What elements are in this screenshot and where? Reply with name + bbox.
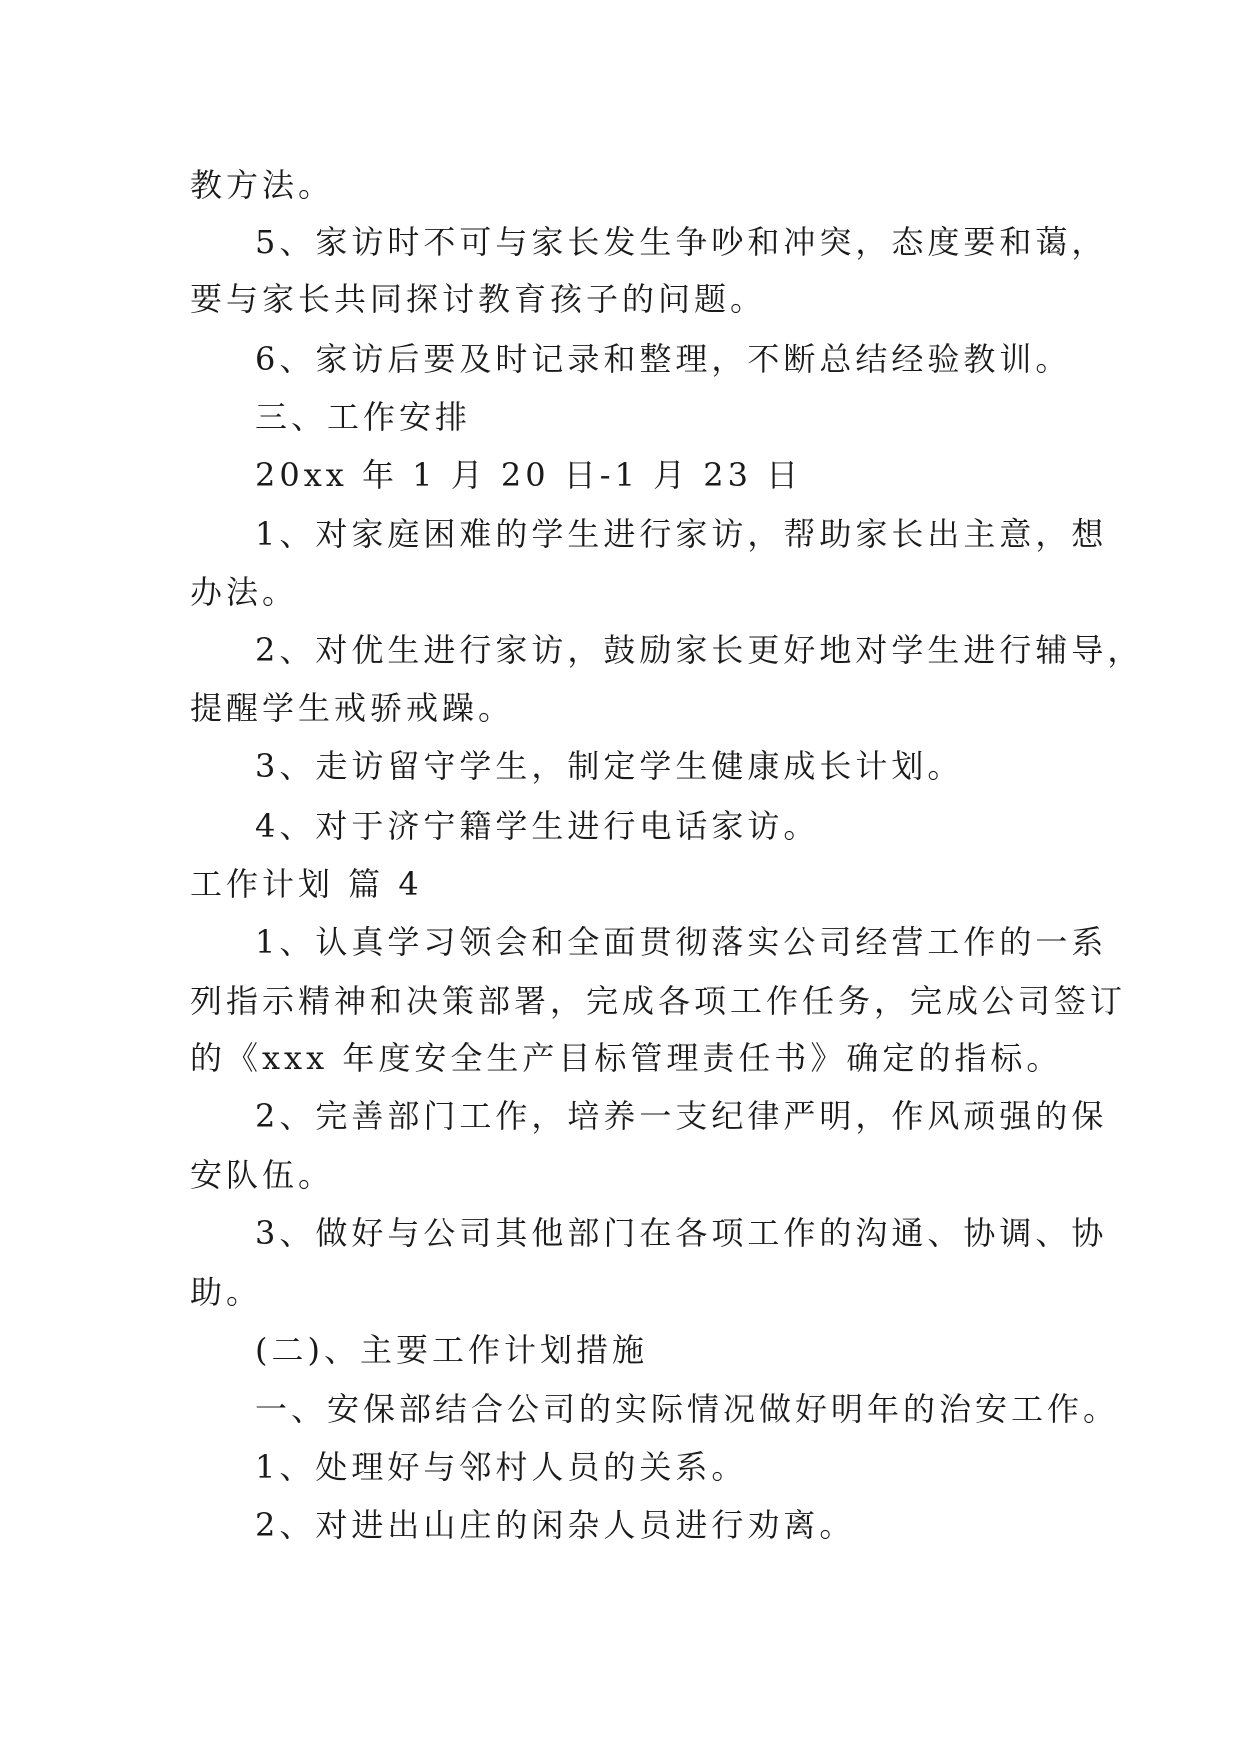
date-range-line: 20xx 年 1 月 20 日-1 月 23 日	[255, 456, 803, 494]
section-heading: 三、工作安排	[255, 398, 472, 436]
paragraph-line: 办法。	[190, 573, 299, 611]
paragraph-line: 2、对优生进行家访，鼓励家长更好地对学生进行辅导，	[255, 631, 1144, 669]
paragraph-line: 提醒学生戒骄戒躁。	[190, 689, 515, 727]
paragraph-line: 1、处理好与邻村人员的关系。	[255, 1448, 748, 1486]
paragraph-line: 列指示精神和决策部署，完成各项工作任务，完成公司签订	[190, 982, 1127, 1020]
paragraph-line: 要与家长共同探讨教育孩子的问题。	[190, 280, 767, 318]
paragraph-line: 5、家访时不可与家长发生争吵和冲突，态度要和蔼，	[255, 223, 1108, 261]
paragraph-line: 一、安保部结合公司的实际情况做好明年的治安工作。	[255, 1390, 1120, 1428]
paragraph-line: 2、对进出山庄的闲杂人员进行劝离。	[255, 1506, 856, 1544]
paragraph-line: 的《xxx 年度安全生产目标管理责任书》确定的指标。	[190, 1039, 1063, 1077]
subsection-heading: (二)、主要工作计划措施	[255, 1331, 648, 1369]
section-title: 工作计划 篇 4	[190, 865, 423, 903]
paragraph-line: 3、走访留守学生，制定学生健康成长计划。	[255, 747, 964, 785]
paragraph-line: 1、对家庭困难的学生进行家访，帮助家长出主意，想	[255, 515, 1108, 553]
paragraph-line: 4、对于济宁籍学生进行电话家访。	[255, 807, 820, 845]
paragraph-line: 安队伍。	[190, 1156, 335, 1194]
paragraph-line: 1、认真学习领会和全面贯彻落实公司经营工作的一系	[255, 923, 1108, 961]
paragraph-line: 助。	[190, 1273, 263, 1311]
paragraph-line: 教方法。	[190, 166, 335, 204]
paragraph-line: 6、家访后要及时记录和整理，不断总结经验教训。	[255, 340, 1072, 378]
paragraph-line: 3、做好与公司其他部门在各项工作的沟通、协调、协	[255, 1214, 1108, 1252]
paragraph-line: 2、完善部门工作，培养一支纪律严明，作风顽强的保	[255, 1097, 1108, 1135]
